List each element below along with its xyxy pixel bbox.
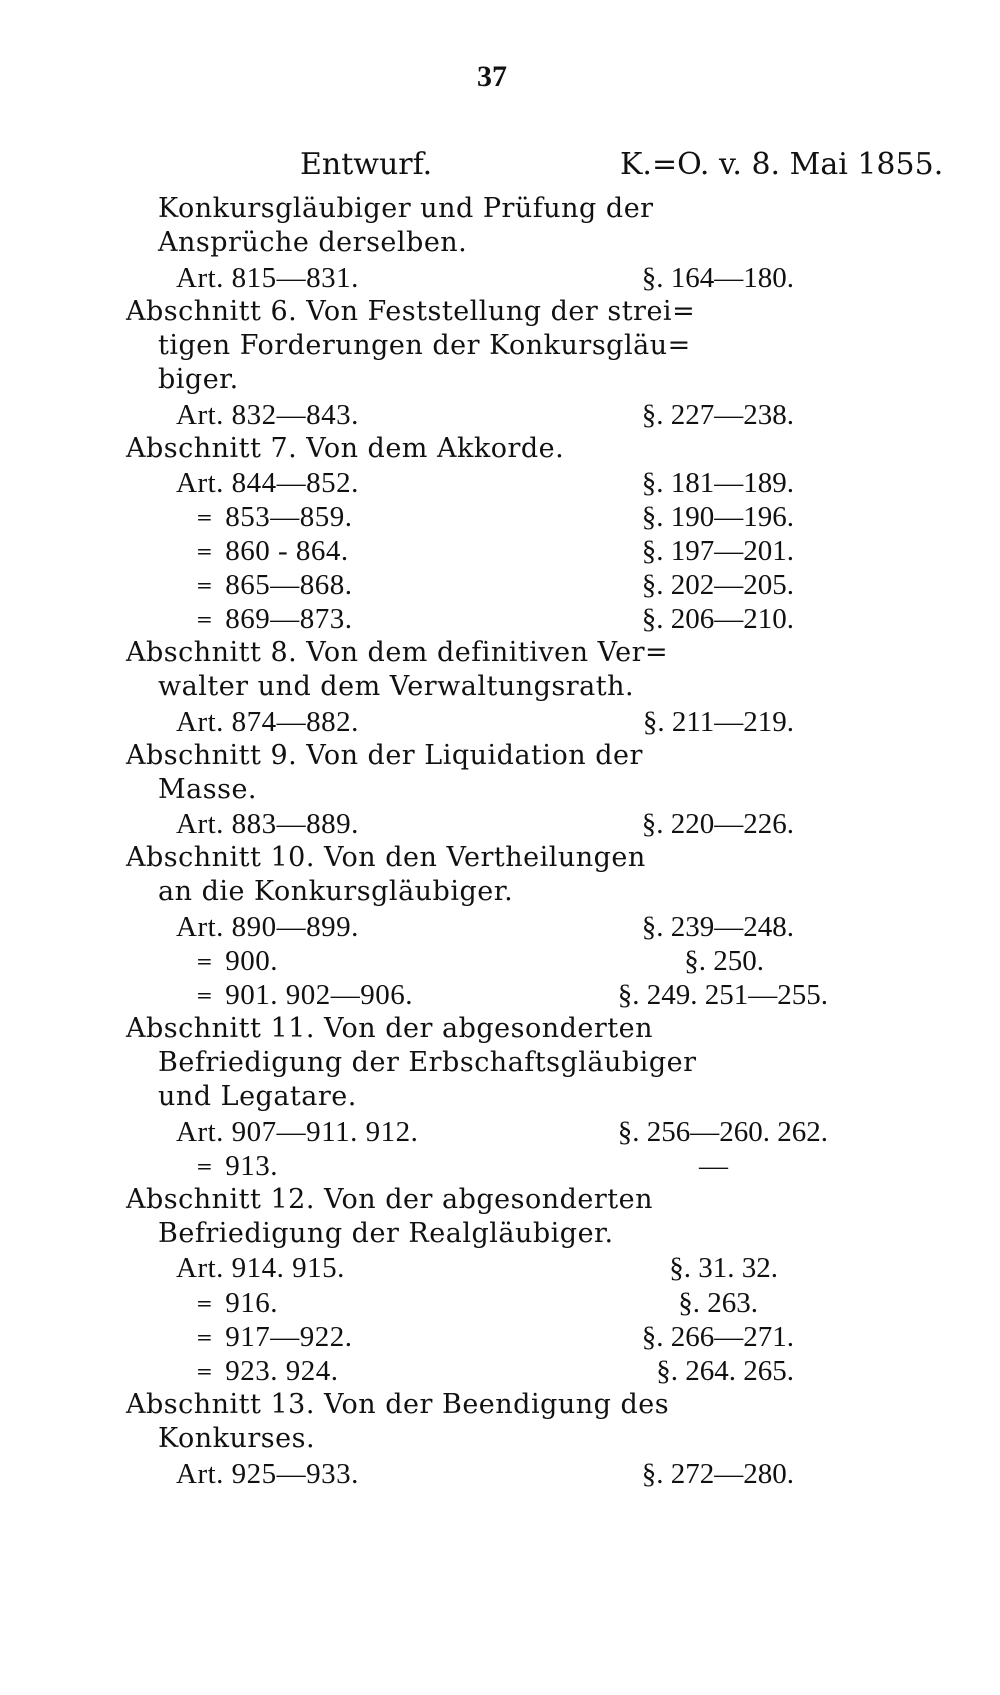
table-row	[0, 1013, 1000, 1049]
draft-entry	[126, 1184, 653, 1215]
ko-reference: §. 211—219.	[642, 706, 794, 738]
draft-entry	[126, 637, 668, 668]
draft-entry	[158, 671, 634, 702]
draft-entry	[176, 808, 359, 841]
ditto-mark: =	[196, 983, 214, 1007]
ditto-mark: =	[196, 1291, 214, 1315]
draft-entry-text: Art. 907—911. 912.	[176, 1116, 419, 1148]
draft-entry-text: Abschnitt 6. Von Feststellung der strei=	[126, 296, 696, 327]
ko-reference: §. 264. 265.	[656, 1355, 794, 1387]
table-row	[0, 945, 1000, 981]
draft-entry	[158, 330, 691, 361]
draft-entry	[158, 364, 239, 395]
table-row	[0, 1355, 1000, 1391]
draft-entry	[158, 1047, 697, 1078]
draft-entry-text: 901. 902—906.	[225, 979, 414, 1011]
draft-entry-text: 917—922.	[225, 1321, 353, 1353]
table-row	[0, 1218, 1000, 1254]
draft-entry	[126, 1389, 669, 1420]
ditto-mark: =	[196, 1154, 214, 1178]
table-row	[0, 569, 1000, 605]
ko-reference: §. 220—226.	[641, 808, 794, 840]
draft-entry	[196, 603, 353, 636]
ko-reference: §. 249. 251—255.	[617, 979, 828, 1011]
table-row	[0, 774, 1000, 810]
draft-entry-text: biger.	[158, 364, 239, 395]
ko-reference: §. 272—280.	[641, 1458, 794, 1490]
draft-entry	[126, 1013, 653, 1044]
draft-entry	[196, 1355, 339, 1388]
table-row	[0, 262, 1000, 298]
draft-entry	[196, 535, 349, 568]
draft-entry-text: Konkursgläubiger und Prüfung der	[158, 193, 654, 224]
table-row	[0, 1287, 1000, 1323]
draft-entry-text: Art. 815—831.	[176, 262, 359, 294]
draft-entry	[126, 740, 643, 771]
ditto-mark: =	[196, 539, 214, 563]
draft-entry-text: Abschnitt 8. Von dem definitiven Ver=	[126, 637, 669, 668]
draft-entry	[176, 1116, 418, 1149]
draft-entry	[176, 911, 359, 944]
header-draft: Entwurf.	[300, 147, 433, 182]
page-number: 37	[477, 60, 507, 93]
draft-entry-text: 916.	[225, 1287, 279, 1319]
draft-entry-text: Art. 874—882.	[176, 706, 359, 738]
ditto-mark: =	[196, 607, 214, 631]
draft-entry	[176, 399, 359, 432]
draft-entry	[196, 1150, 278, 1183]
draft-entry-text: Abschnitt 11. Von der abgesonderten	[126, 1013, 654, 1044]
table-row	[0, 1458, 1000, 1494]
ko-reference: §. 263.	[678, 1287, 758, 1319]
table-row	[0, 227, 1000, 263]
ko-reference: —	[699, 1150, 728, 1182]
table-row	[0, 193, 1000, 229]
draft-entry	[158, 774, 257, 805]
draft-entry-text: Art. 890—899.	[176, 911, 359, 943]
table-row	[0, 1184, 1000, 1220]
draft-entry	[176, 1252, 345, 1285]
draft-entry-text: 869—873.	[225, 603, 353, 635]
draft-entry	[176, 706, 359, 739]
draft-entry-text: 900.	[225, 945, 279, 977]
draft-entry	[176, 262, 359, 295]
draft-entry-text: Abschnitt 7. Von dem Akkorde.	[126, 433, 565, 464]
draft-entry-text: Befriedigung der Erbschaftsgläubiger	[158, 1047, 697, 1078]
ko-reference: §. 197—201.	[641, 535, 794, 567]
ko-reference: §. 181—189.	[641, 467, 794, 499]
table-row	[0, 1150, 1000, 1186]
draft-entry-text: 923. 924.	[225, 1355, 339, 1387]
table-row	[0, 637, 1000, 673]
table-row	[0, 535, 1000, 571]
draft-entry	[176, 1458, 359, 1491]
table-row	[0, 911, 1000, 947]
ko-reference: §. 250.	[684, 945, 764, 977]
table-row	[0, 364, 1000, 400]
ko-reference: §. 256—260. 262.	[617, 1116, 828, 1148]
draft-entry-text: Abschnitt 9. Von der Liquidation der	[126, 740, 643, 771]
draft-entry	[196, 501, 353, 534]
ditto-mark: =	[196, 505, 214, 529]
draft-entry-text: an die Konkursgläubiger.	[158, 876, 514, 907]
table-row	[0, 467, 1000, 503]
draft-entry-text: Art. 844—852.	[176, 467, 359, 499]
draft-entry	[126, 433, 564, 464]
table-row	[0, 399, 1000, 435]
draft-entry	[158, 1423, 315, 1454]
draft-entry-text: und Legatare.	[158, 1081, 357, 1112]
table-row	[0, 671, 1000, 707]
draft-entry-text: tigen Forderungen der Konkursgläu=	[158, 330, 691, 361]
table-row	[0, 876, 1000, 912]
table-row	[0, 1081, 1000, 1117]
ditto-mark: =	[196, 949, 214, 973]
table-row	[0, 1423, 1000, 1459]
ditto-mark: =	[196, 1325, 214, 1349]
draft-entry-text: Masse.	[158, 774, 258, 805]
draft-entry	[158, 1081, 357, 1112]
table-row	[0, 433, 1000, 469]
draft-entry	[158, 227, 467, 258]
table-row	[0, 842, 1000, 878]
table-row	[0, 1047, 1000, 1083]
draft-entry-text: Abschnitt 10. Von den Vertheilungen	[126, 842, 646, 873]
table-row	[0, 706, 1000, 742]
draft-entry-text: 860 - 864.	[225, 535, 349, 567]
ditto-mark: =	[196, 1359, 214, 1383]
ko-reference: §. 266—271.	[641, 1321, 794, 1353]
ditto-mark: =	[196, 573, 214, 597]
table-row	[0, 330, 1000, 366]
draft-entry-text: 865—868.	[225, 569, 353, 601]
ko-reference: §. 227—238.	[641, 399, 794, 431]
draft-entry	[196, 569, 353, 602]
ko-reference: §. 164—180.	[641, 262, 794, 294]
draft-entry	[158, 876, 513, 907]
draft-entry	[196, 1321, 353, 1354]
draft-entry	[158, 1218, 614, 1249]
table-row	[0, 1321, 1000, 1357]
draft-entry-text: Art. 925—933.	[176, 1458, 359, 1490]
ko-reference: §. 31. 32.	[669, 1252, 778, 1284]
draft-entry	[126, 842, 646, 873]
table-row	[0, 296, 1000, 332]
draft-entry	[176, 467, 359, 500]
draft-entry	[196, 945, 278, 978]
draft-entry-text: 853—859.	[225, 501, 353, 533]
table-row	[0, 603, 1000, 639]
draft-entry-text: Art. 832—843.	[176, 399, 359, 431]
table-row	[0, 1389, 1000, 1425]
draft-entry-text: Ansprüche derselben.	[158, 227, 468, 258]
draft-entry-text: 913.	[225, 1150, 279, 1182]
draft-entry	[196, 979, 413, 1012]
table-row	[0, 1116, 1000, 1152]
draft-entry-text: Art. 883—889.	[176, 808, 359, 840]
draft-entry-text: Abschnitt 13. Von der Beendigung des	[126, 1389, 670, 1420]
draft-entry-text: Abschnitt 12. Von der abgesonderten	[126, 1184, 654, 1215]
draft-entry	[196, 1287, 278, 1320]
ko-reference: §. 190—196.	[641, 501, 794, 533]
draft-entry-text: walter und dem Verwaltungsrath.	[158, 671, 635, 702]
draft-entry-text: Art. 914. 915.	[176, 1252, 345, 1284]
draft-entry-text: Befriedigung der Realgläubiger.	[158, 1218, 614, 1249]
draft-entry	[158, 193, 654, 224]
ko-reference: §. 239—248.	[641, 911, 794, 943]
table-row	[0, 808, 1000, 844]
ko-reference: §. 202—205.	[641, 569, 794, 601]
draft-entry-text: Konkurses.	[158, 1423, 316, 1454]
table-row	[0, 501, 1000, 537]
table-row	[0, 740, 1000, 776]
table-row	[0, 979, 1000, 1015]
header-ko: K.=O. v. 8. Mai 1855.	[620, 147, 944, 182]
table-row	[0, 1252, 1000, 1288]
draft-entry	[126, 296, 695, 327]
ko-reference: §. 206—210.	[641, 603, 794, 635]
